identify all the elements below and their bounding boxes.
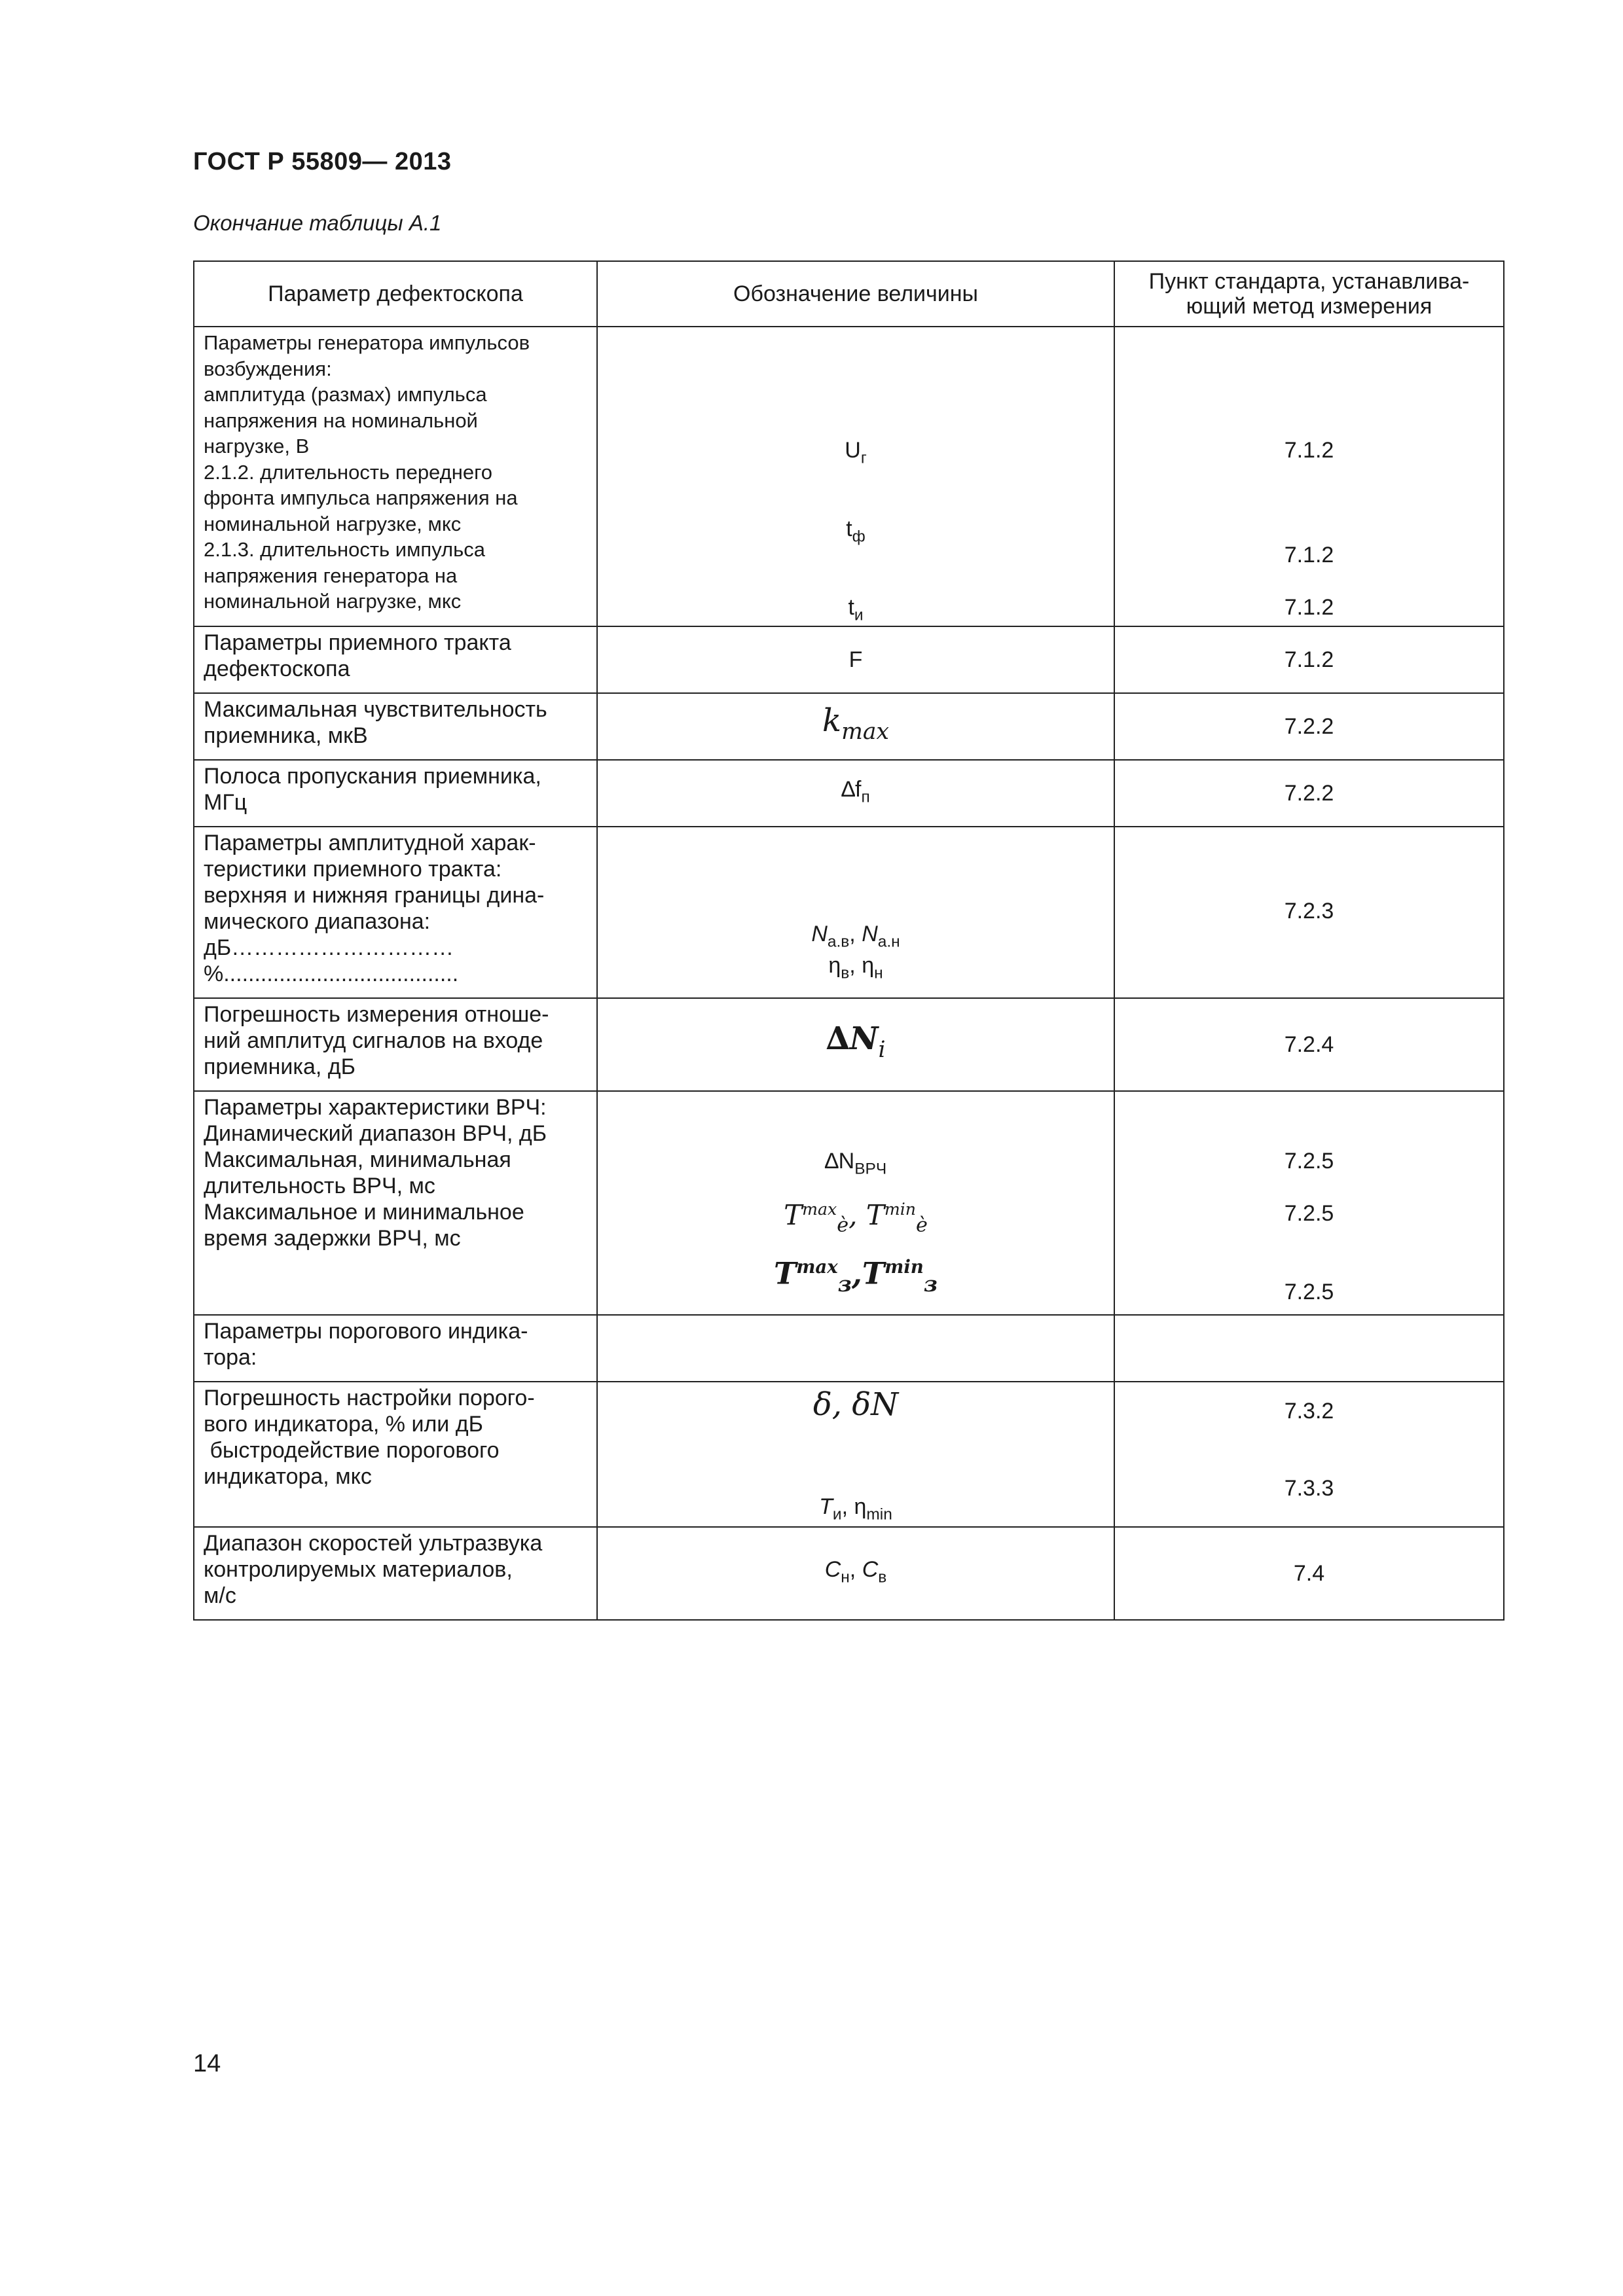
table-row	[194, 1091, 1504, 1315]
parameter-cell	[194, 693, 597, 760]
reference-cell	[1114, 1382, 1504, 1527]
parameter-text: нагрузке, В	[204, 435, 310, 457]
symbol: $T^{max}_з,T^{min}_з$	[773, 1255, 938, 1297]
symbol: $\Delta N_{ВРЧ}$	[824, 1149, 887, 1178]
parameter-text: дБ…………………………	[204, 935, 454, 960]
parameter-text: напряжения на номинальной	[204, 408, 478, 432]
column-header-symbol: Обозначение величины	[597, 261, 1114, 327]
reference-value: 7.1.2	[1284, 543, 1334, 567]
parameter-cell	[194, 327, 597, 626]
parameter-text: время задержки ВРЧ, мс	[204, 1226, 461, 1251]
table-row	[194, 327, 1504, 626]
parameter-text: Погрешность измерения отноше-	[204, 1002, 549, 1027]
table-caption: Окончание таблицы А.1	[193, 211, 442, 235]
table-row	[194, 998, 1504, 1091]
table-row	[194, 626, 1504, 693]
parameter-text: номинальной нагрузке, мкс	[204, 512, 462, 535]
parameter-text: индикатора, мкс	[204, 1464, 372, 1489]
symbol: $C_н$, $C_в$	[824, 1556, 887, 1587]
table-row	[194, 760, 1504, 827]
reference-value: 7.2.5	[1284, 1201, 1334, 1226]
symbol: δ, δN	[812, 1386, 899, 1423]
parameter-cell	[194, 1315, 597, 1382]
parameter-text: теристики приемного тракта:	[204, 857, 502, 882]
symbol: $T^{max}_è$, $T^{min}_è$	[784, 1199, 928, 1237]
reference-value: 7.3.3	[1284, 1476, 1334, 1501]
parameter-cell	[194, 1527, 597, 1620]
parameter-text: мического диапазона:	[204, 909, 431, 934]
parameter-text: верхняя и нижняя границы дина-	[204, 883, 545, 908]
parameter-text: 2.1.2. длительность переднего	[204, 460, 492, 484]
parameter-text: контролируемых материалов,	[204, 1557, 513, 1582]
parameter-text: Параметры приемного тракта	[204, 630, 511, 655]
parameter-text: приемника, мкВ	[204, 723, 368, 748]
parameter-text: Параметры генератора импульсов	[204, 331, 530, 354]
parameter-cell	[194, 827, 597, 998]
document-header: ГОСТ Р 55809— 2013	[193, 148, 452, 175]
symbol-cell	[597, 1382, 1114, 1527]
reference-value: 7.2.5	[1284, 1280, 1334, 1304]
symbol-cell	[597, 693, 1114, 760]
table-row	[194, 827, 1504, 998]
symbol-cell	[597, 760, 1114, 827]
symbol: $N_{а.в}$, $N_{а.н}$	[811, 922, 900, 951]
parameter-text: фронта импульса напряжения на	[204, 486, 518, 509]
reference-value: 7.2.5	[1284, 1149, 1334, 1174]
parameter-text: дефектоскопа	[204, 656, 350, 681]
symbol-cell	[597, 1527, 1114, 1620]
parameter-text: м/с	[204, 1583, 236, 1608]
parameter-text: МГц	[204, 790, 247, 815]
parameter-text: быстродействие порогового	[204, 1438, 500, 1463]
symbol-cell	[597, 827, 1114, 998]
parameter-text: ний амплитуд сигналов на входе	[204, 1028, 543, 1053]
parameter-text: Параметры амплитудной харак-	[204, 831, 536, 855]
symbol: $t_и$	[848, 595, 864, 624]
reference-cell: 7.4	[1114, 1527, 1504, 1620]
column-header-reference: Пункт стандарта, устанавлива-ющий метод измерения	[1114, 261, 1504, 327]
table-row	[194, 693, 1504, 760]
parameter-text: Максимальная, минимальная	[204, 1147, 511, 1172]
parameter-cell	[194, 998, 597, 1091]
symbol: $\Delta N_i$	[826, 1020, 886, 1064]
reference-value: 7.2.3	[1284, 899, 1334, 924]
parameter-text: Максимальная чувствительность	[204, 697, 547, 722]
symbol: $U_г$	[845, 438, 867, 467]
parameter-cell	[194, 1382, 597, 1527]
reference-cell	[1114, 1091, 1504, 1315]
reference-value: 7.1.2	[1284, 595, 1334, 620]
symbol: $\eta_в$, $\eta_н$	[828, 953, 883, 982]
symbol: $t_ф$	[846, 516, 866, 546]
reference-cell	[1114, 327, 1504, 626]
reference-value: 7.3.2	[1284, 1399, 1334, 1424]
parameter-text: Максимальное и минимальное	[204, 1200, 524, 1225]
parameter-text: номинальной нагрузке, мкс	[204, 590, 462, 613]
symbol: $T_и$, $\eta_{min}$	[819, 1494, 892, 1524]
parameter-text: вого индикатора, % или дБ	[204, 1412, 483, 1437]
reference-cell: 7.2.2	[1114, 693, 1504, 760]
parameter-text: амплитуда (размах) импульса	[204, 383, 487, 406]
parameter-text: тора:	[204, 1345, 257, 1370]
parameter-text: Параметры порогового индика-	[204, 1319, 528, 1344]
parameter-text: возбуждения:	[204, 357, 332, 380]
parameter-text: приемника, дБ	[204, 1054, 356, 1079]
parameter-cell	[194, 760, 597, 827]
parameter-text: Диапазон скоростей ультразвука	[204, 1531, 543, 1556]
symbol-cell	[597, 1091, 1114, 1315]
reference-cell	[1114, 1315, 1504, 1382]
symbol-cell	[597, 998, 1114, 1091]
table-header-row	[194, 261, 1504, 327]
parameter-text: 2.1.3. длительность импульса	[204, 538, 486, 561]
parameter-text: Параметры характеристики ВРЧ:	[204, 1095, 547, 1120]
reference-cell	[1114, 827, 1504, 998]
parameter-cell	[194, 1091, 597, 1315]
table-row	[194, 1382, 1504, 1527]
parameter-text: напряжения генератора на	[204, 564, 458, 587]
symbol: $\Delta f_п$	[841, 776, 870, 806]
table-row	[194, 1315, 1504, 1382]
symbol-cell	[597, 327, 1114, 626]
parameter-text: Погрешность настройки порого-	[204, 1386, 535, 1410]
reference-cell: 7.2.2	[1114, 760, 1504, 827]
reference-cell: 7.1.2	[1114, 626, 1504, 693]
parameter-text: Полоса пропускания приемника,	[204, 764, 541, 789]
parameter-text: Динамический диапазон ВРЧ, дБ	[204, 1121, 547, 1146]
parameter-text: длительность ВРЧ, мс	[204, 1174, 435, 1198]
symbol: $k_{max}$	[822, 702, 889, 745]
symbol-cell	[597, 1315, 1114, 1382]
page-number: 14	[193, 2050, 221, 2077]
column-header-parameter: Параметр дефектоскопа	[194, 261, 597, 327]
parameters-table	[193, 260, 1504, 1621]
reference-cell: 7.2.4	[1114, 998, 1504, 1091]
parameter-cell	[194, 626, 597, 693]
table-row	[194, 1527, 1504, 1620]
symbol-cell: F	[597, 626, 1114, 693]
reference-value: 7.1.2	[1284, 438, 1334, 463]
parameter-text: %......................................	[204, 961, 459, 986]
